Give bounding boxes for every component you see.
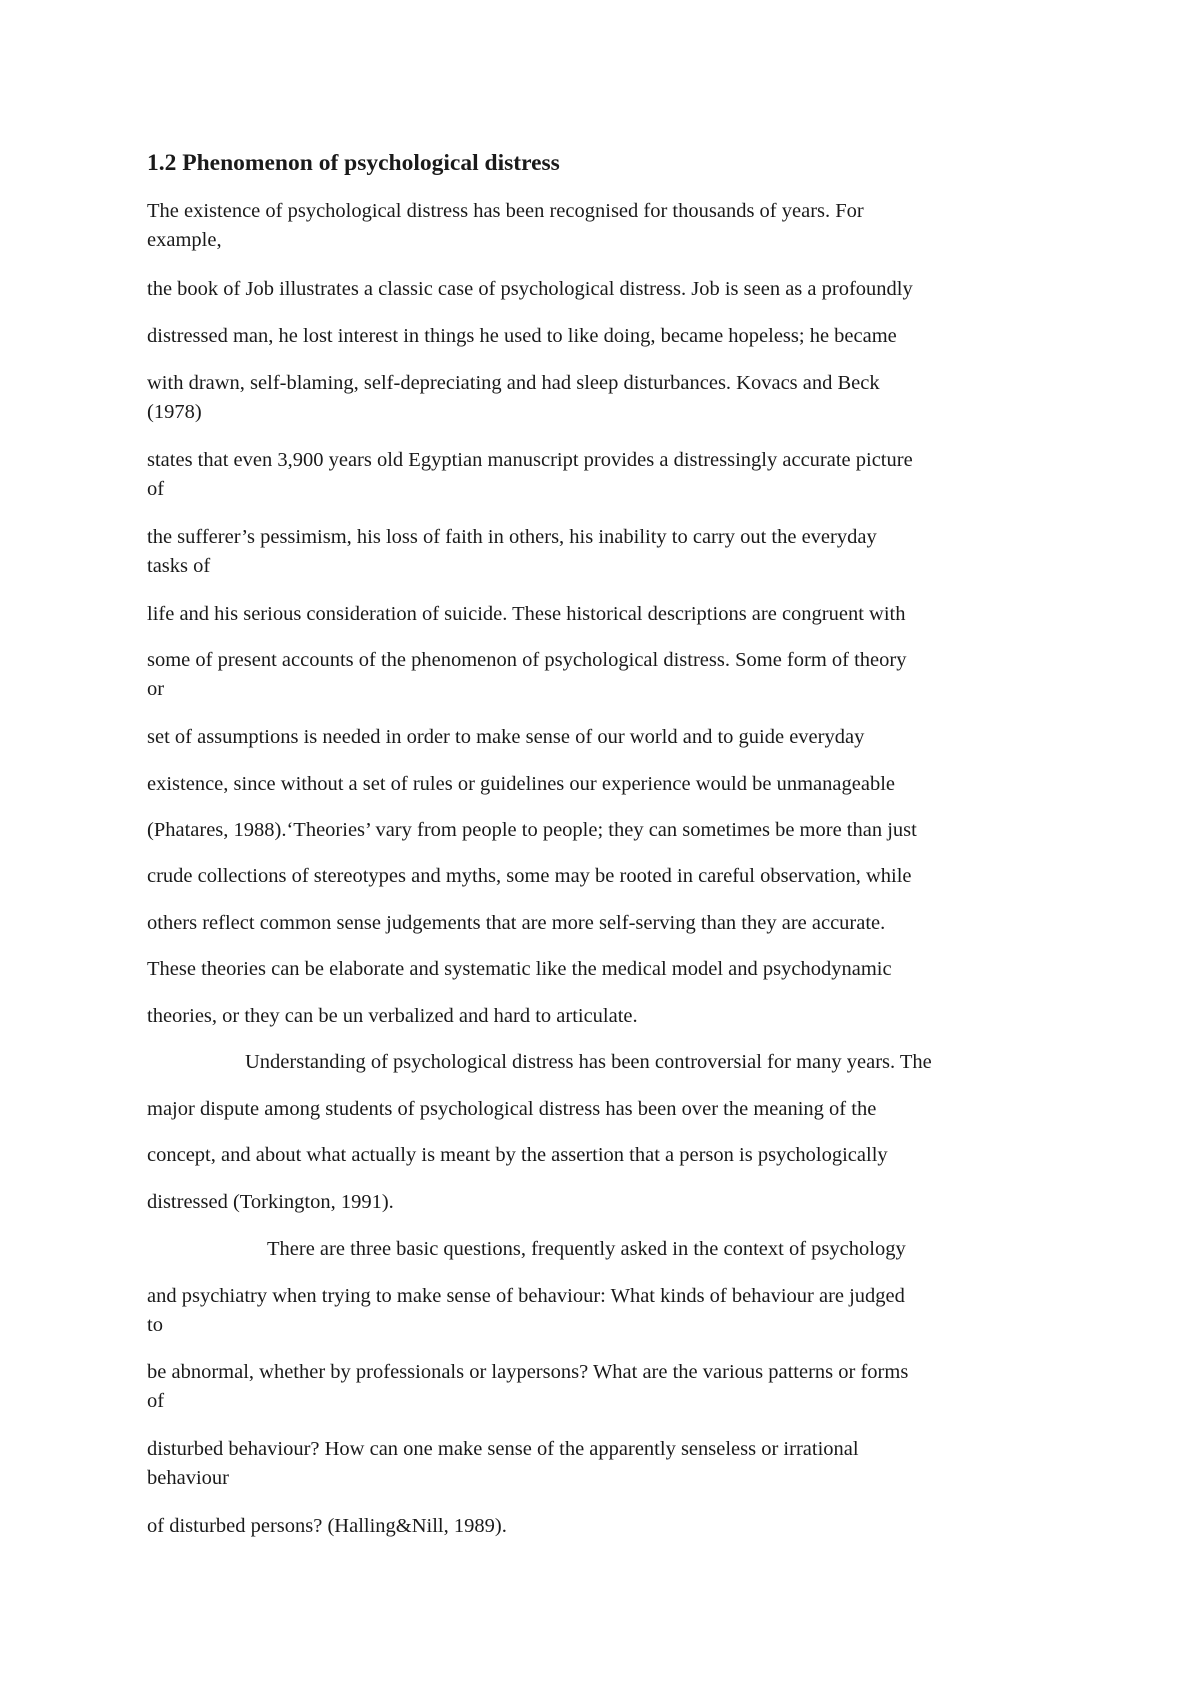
text-line: life and his serious consideration of suicide. These historical descriptions are congruent with [147,603,906,625]
text-line: The existence of psychological distress has been recognised for thousands of years. For [147,200,864,222]
text-line: set of assumptions is needed in order to make sense of our world and to guide everyday [147,726,865,748]
text-line: behaviour [147,1467,229,1489]
text-line: to [147,1314,163,1336]
section-heading: 1.2 Phenomenon of psychological distress [147,150,560,176]
text-line: of [147,1390,165,1412]
text-line-indented: Understanding of psychological distress has been controversial for many years. The [245,1051,932,1073]
text-line: the book of Job illustrates a classic case of psychological distress. Job is seen as a profoundly [147,278,913,300]
text-line: example, [147,229,222,251]
text-line: disturbed behaviour? How can one make sense of the apparently senseless or irrational [147,1438,859,1460]
text-line: These theories can be elaborate and systematic like the medical model and psychodynamic [147,958,892,980]
text-line: existence, since without a set of rules or guidelines our experience would be unmanageable [147,773,895,795]
text-line: of disturbed persons? (Halling&Nill, 1989). [147,1515,507,1537]
text-line: the sufferer’s pessimism, his loss of faith in others, his inability to carry out the everyday [147,526,877,548]
text-line: states that even 3,900 years old Egyptian manuscript provides a distressingly accurate picture [147,449,913,471]
text-line-indented: There are three basic questions, frequently asked in the context of psychology [267,1238,906,1260]
text-line: distressed (Torkington, 1991). [147,1191,394,1213]
text-line: others reflect common sense judgements that are more self-serving than they are accurate. [147,912,886,934]
text-line: tasks of [147,555,211,577]
text-line: (Phatares, 1988).‘Theories’ vary from people to people; they can sometimes be more than just [147,819,917,841]
text-line: with drawn, self-blaming, self-depreciating and had sleep disturbances. Kovacs and Beck [147,372,880,394]
text-line: concept, and about what actually is meant by the assertion that a person is psychologically [147,1144,888,1166]
text-line: be abnormal, whether by professionals or laypersons? What are the various patterns or forms [147,1361,909,1383]
text-line: major dispute among students of psychological distress has been over the meaning of the [147,1098,877,1120]
text-line: and psychiatry when trying to make sense of behaviour: What kinds of behaviour are judged [147,1285,905,1307]
text-line: or [147,678,165,700]
text-line: distressed man, he lost interest in things he used to like doing, became hopeless; he became [147,325,897,347]
text-line: of [147,478,165,500]
text-line: (1978) [147,401,202,423]
text-line: theories, or they can be un verbalized and hard to articulate. [147,1005,638,1027]
text-line: some of present accounts of the phenomenon of psychological distress. Some form of theory [147,649,907,671]
text-line: crude collections of stereotypes and myths, some may be rooted in careful observation, while [147,865,912,887]
